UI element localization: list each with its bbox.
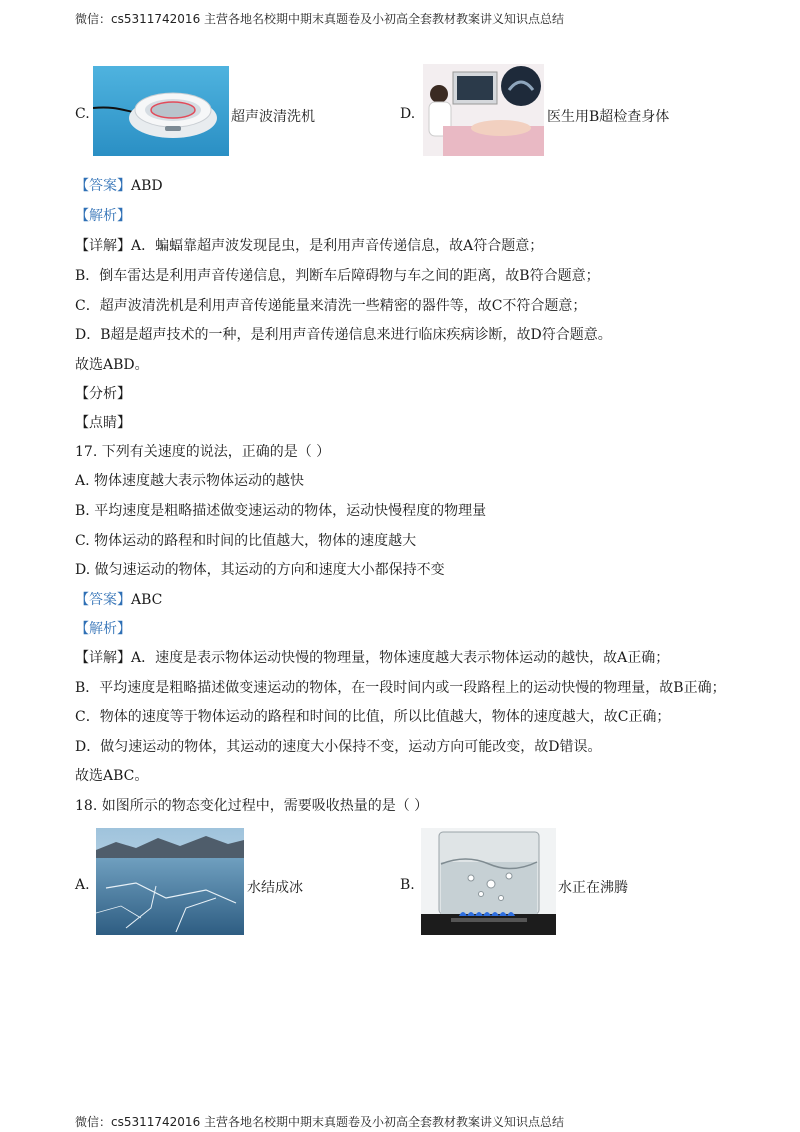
- q17-conclusion: 故选ABC。: [75, 768, 149, 784]
- answer-tag: 【答案】: [75, 178, 131, 194]
- analysis-tag: 【解析】: [75, 621, 131, 637]
- option-d-caption: 医生用B超检查身体: [547, 109, 670, 125]
- q16-analysis-tag: [75, 206, 131, 226]
- page-header: 微信：cs5311742016 主营各地名校期中期末真题卷及小初高全套教材教案讲义知识点总结: [75, 12, 565, 26]
- option-c-letter: C.: [75, 106, 90, 122]
- q16-fenxi: 【分析】: [75, 386, 131, 402]
- detail-tag: 【详解】: [75, 650, 131, 666]
- q17-detail-d: D．做匀速运动的物体，其运动的速度大小保持不变，运动方向可能改变，故D错误。: [75, 739, 602, 755]
- ultrasonic-cleaner-image: [93, 66, 229, 156]
- q17-option-b: B. 平均速度是粗略描述做变速运动的物体，运动快慢程度的物理量: [75, 503, 487, 519]
- page-footer: 微信：cs5311742016 主营各地名校期中期末真题卷及小初高全套教材教案讲义知识点总结: [75, 1115, 565, 1129]
- q16-dianjing: 【点睛】: [75, 415, 131, 431]
- q17-detail-b: B．平均速度是粗略描述做变速运动的物体，在一段时间内或一段路程上的运动快慢的物理量，故B正确；: [75, 680, 726, 696]
- q16-conclusion: 故选ABD。: [75, 357, 149, 373]
- option-c-caption: 超声波清洗机: [231, 109, 315, 125]
- q16-detail-d: D．B超是超声技术的一种，是利用声音传递信息来进行临床疾病诊断，故D符合题意。: [75, 327, 612, 343]
- analysis-tag: 【解析】: [75, 208, 131, 224]
- q16-answer-line: [75, 176, 163, 196]
- q18-option-b-caption: 水正在沸腾: [558, 880, 628, 896]
- q16-detail-c: C．超声波清洗机是利用声音传递能量来清洗一些精密的器件等，故C不符合题意；: [75, 298, 587, 314]
- boiling-water-image: [421, 828, 556, 935]
- q17-detail-c: C．物体的速度等于物体运动的路程和时间的比值，所以比值越大，物体的速度越大，故C正确；: [75, 709, 671, 725]
- q17-stem: 17. 下列有关速度的说法，正确的是（ ）: [75, 444, 331, 460]
- q17-option-d: D. 做匀速运动的物体，其运动的方向和速度大小都保持不变: [75, 562, 445, 578]
- q17-detail-a: [75, 648, 669, 668]
- q16-answer: ABD: [131, 178, 163, 194]
- q17-answer: ABC: [131, 592, 163, 608]
- b-ultrasound-image: [423, 64, 544, 156]
- q16-detail-a: [75, 236, 543, 256]
- q18-option-a-letter: A.: [75, 877, 90, 893]
- q18-option-b-letter: B.: [400, 877, 415, 893]
- q17-option-a: A. 物体速度越大表示物体运动的越快: [75, 473, 305, 489]
- frozen-lake-image: [96, 828, 244, 935]
- q17-detail-a-text: A．速度是表示物体运动快慢的物理量，物体速度越大表示物体运动的越快，故A正确；: [131, 650, 670, 666]
- q18-option-a-caption: 水结成冰: [247, 880, 303, 896]
- option-d-letter: D.: [400, 106, 416, 122]
- q16-detail-b: B．倒车雷达是利用声音传递信息，判断车后障碍物与车之间的距离，故B符合题意；: [75, 268, 600, 284]
- q17-answer-line: [75, 590, 162, 610]
- q16-detail-a-text: A．蝙蝠靠超声波发现昆虫，是利用声音传递信息，故A符合题意；: [131, 238, 544, 254]
- q18-stem: 18. 如图所示的物态变化过程中，需要吸收热量的是（ ）: [75, 798, 429, 814]
- q17-analysis-tag: [75, 619, 131, 639]
- detail-tag: 【详解】: [75, 238, 131, 254]
- answer-tag: 【答案】: [75, 592, 131, 608]
- q17-option-c: C. 物体运动的路程和时间的比值越大，物体的速度越大: [75, 533, 417, 549]
